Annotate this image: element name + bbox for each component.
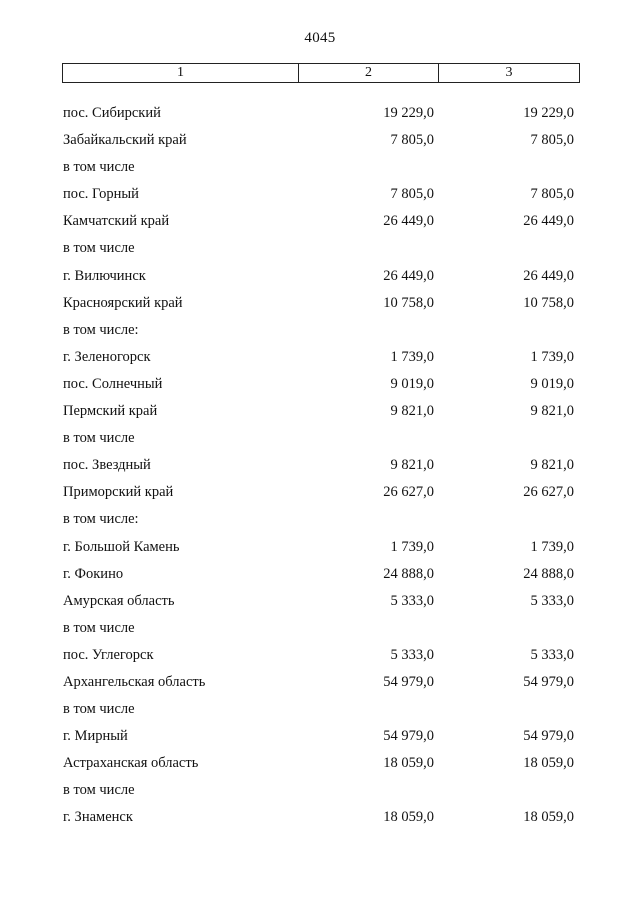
column-header-row xyxy=(62,63,580,83)
row-value-col2: 1 739,0 xyxy=(390,348,434,365)
row-value-col2: 26 627,0 xyxy=(383,484,434,501)
table-row xyxy=(0,127,640,154)
row-name: Красноярский край xyxy=(63,294,183,311)
row-value-col2: 10 758,0 xyxy=(383,294,434,311)
table-row xyxy=(0,290,640,317)
table-row xyxy=(0,371,640,398)
row-name: Архангельская область xyxy=(63,673,206,690)
row-value-col3: 26 627,0 xyxy=(523,484,574,501)
table-row xyxy=(0,263,640,290)
row-name: в том числе xyxy=(63,159,135,176)
row-value-col2: 7 805,0 xyxy=(390,132,434,149)
row-value-col3: 5 333,0 xyxy=(530,646,574,663)
row-value-col3: 10 758,0 xyxy=(523,294,574,311)
row-name: в том числе xyxy=(63,240,135,257)
row-name: пос. Звездный xyxy=(63,457,151,474)
row-value-col2: 5 333,0 xyxy=(390,646,434,663)
table-row xyxy=(0,344,640,371)
row-name: пос. Горный xyxy=(63,186,139,203)
row-name: в том числе xyxy=(63,701,135,718)
table-row xyxy=(0,154,640,181)
row-name: пос. Солнечный xyxy=(63,375,163,392)
row-value-col3: 5 333,0 xyxy=(530,592,574,609)
row-name: г. Мирный xyxy=(63,728,128,745)
column-header-3: 3 xyxy=(505,65,513,80)
row-value-col2: 54 979,0 xyxy=(383,673,434,690)
row-name: в том числе xyxy=(63,619,135,636)
row-name: Пермский край xyxy=(63,403,158,420)
row-name: в том числе xyxy=(63,782,135,799)
row-value-col3: 18 059,0 xyxy=(523,755,574,772)
table-row xyxy=(0,425,640,452)
row-value-col3: 9 019,0 xyxy=(530,375,574,392)
row-value-col2: 9 821,0 xyxy=(390,457,434,474)
row-name: г. Большой Камень xyxy=(63,538,180,555)
row-value-col3: 18 059,0 xyxy=(523,809,574,826)
row-value-col2: 18 059,0 xyxy=(383,755,434,772)
row-value-col3: 26 449,0 xyxy=(523,267,574,284)
row-value-col2: 7 805,0 xyxy=(390,186,434,203)
row-value-col3: 26 449,0 xyxy=(523,213,574,230)
row-name: г. Знаменск xyxy=(63,809,133,826)
table-row xyxy=(0,506,640,533)
table-row xyxy=(0,750,640,777)
row-value-col3: 54 979,0 xyxy=(523,728,574,745)
table-row xyxy=(0,804,640,831)
row-value-col2: 5 333,0 xyxy=(390,592,434,609)
row-name: Приморский край xyxy=(63,484,174,501)
row-value-col2: 18 059,0 xyxy=(383,809,434,826)
row-value-col3: 9 821,0 xyxy=(530,403,574,420)
row-name: в том числе: xyxy=(63,511,139,528)
table-row xyxy=(0,479,640,506)
row-value-col2: 26 449,0 xyxy=(383,213,434,230)
table-row xyxy=(0,642,640,669)
row-value-col2: 26 449,0 xyxy=(383,267,434,284)
row-value-col2: 24 888,0 xyxy=(383,565,434,582)
table-row xyxy=(0,534,640,561)
page-number: 4045 xyxy=(304,30,336,46)
row-name: г. Вилючинск xyxy=(63,267,146,284)
row-value-col2: 19 229,0 xyxy=(383,105,434,121)
row-name: Астраханская область xyxy=(63,755,199,772)
table-row xyxy=(0,181,640,208)
row-value-col3: 19 229,0 xyxy=(523,105,574,121)
table-row xyxy=(0,208,640,235)
row-value-col2: 9 019,0 xyxy=(390,375,434,392)
table-row xyxy=(0,100,640,127)
table-row xyxy=(0,317,640,344)
table-body xyxy=(0,100,640,832)
table-row xyxy=(0,615,640,642)
row-value-col2: 54 979,0 xyxy=(383,728,434,745)
table-row xyxy=(0,669,640,696)
row-value-col3: 1 739,0 xyxy=(530,348,574,365)
table-row xyxy=(0,235,640,262)
row-name: г. Фокино xyxy=(63,565,124,582)
table-row xyxy=(0,561,640,588)
table-row xyxy=(0,696,640,723)
table-row xyxy=(0,723,640,750)
row-value-col3: 9 821,0 xyxy=(530,457,574,474)
column-header-2: 2 xyxy=(299,64,439,82)
row-value-col2: 9 821,0 xyxy=(390,403,434,420)
row-value-col3: 7 805,0 xyxy=(530,186,574,203)
row-value-col3: 1 739,0 xyxy=(530,538,574,555)
table-row xyxy=(0,777,640,804)
table-row xyxy=(0,452,640,479)
row-name: пос. Сибирский xyxy=(63,105,161,121)
row-name: пос. Углегорск xyxy=(63,646,154,663)
row-name: Камчатский край xyxy=(63,213,170,230)
row-name: в том числе: xyxy=(63,321,139,338)
column-header-1: 1 xyxy=(63,64,299,82)
row-value-col3: 7 805,0 xyxy=(530,132,574,149)
row-name: в том числе xyxy=(63,430,135,447)
row-value-col3: 54 979,0 xyxy=(523,673,574,690)
row-name: г. Зеленогорск xyxy=(63,348,151,365)
row-name: Амурская область xyxy=(63,592,175,609)
table-row xyxy=(0,398,640,425)
row-name: Забайкальский край xyxy=(63,132,187,149)
table-row xyxy=(0,588,640,615)
row-value-col2: 1 739,0 xyxy=(390,538,434,555)
row-value-col3: 24 888,0 xyxy=(523,565,574,582)
